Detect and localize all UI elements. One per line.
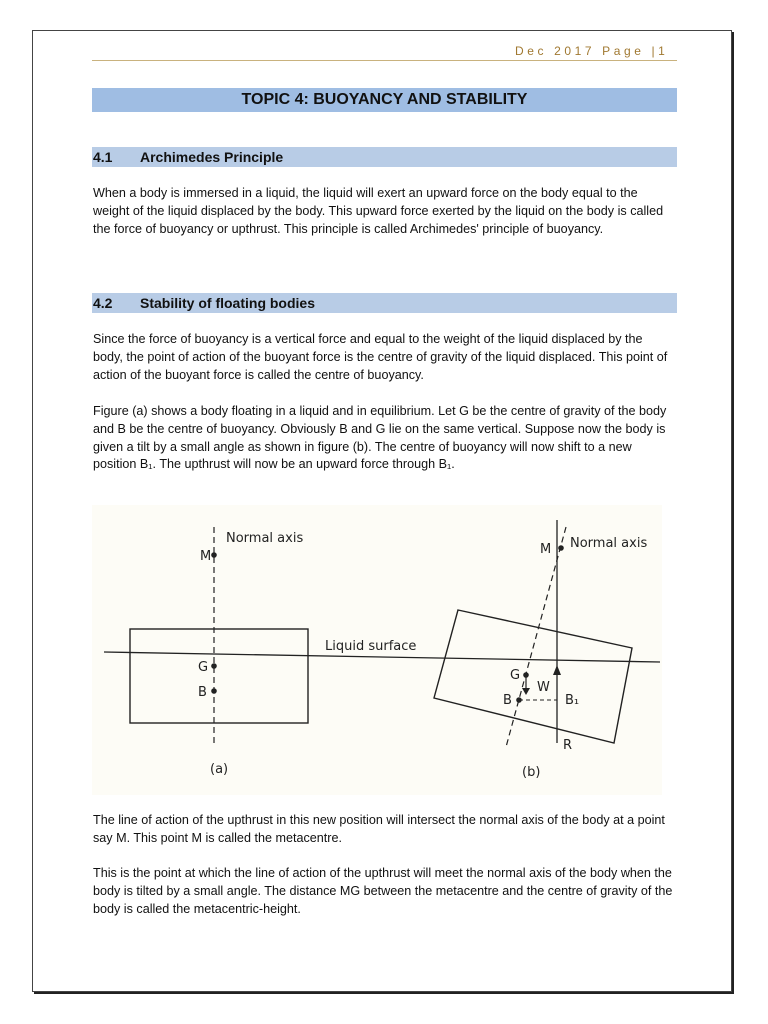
label-g-b: G [510, 668, 521, 683]
label-m-a: M [200, 549, 212, 564]
label-b-a: B [198, 685, 207, 700]
page-title: TOPIC 4: BUOYANCY AND STABILITY [92, 88, 677, 112]
paragraph-metacentric-height: This is the point at which the line of action of the upthrust will meet the normal axis of the body when the body is tilted by a small angle. The distance MG between the metacentre and the centre of gravity of the body is called the metacentric-height. [93, 866, 673, 916]
label-b1: B₁ [565, 693, 580, 708]
paragraph-metacentre: The line of action of the upthrust in this new position will intersect the normal axis of the body at a point say M. This point M is called the metacentre. [93, 813, 665, 845]
floating-body-a [130, 629, 308, 723]
paragraph-figure-description: Figure (a) shows a body floating in a liquid and in equilibrium. Let G be the centre of gravity of the body and B be the centre of buoyancy. Obviously B and G lie on the same vertical. Suppose now the body is given a tilt by a small angle as shown in figure (b). The centre of buoyancy will now shift to a new position B₁. The upthrust will now be an upward force through B₁. [93, 404, 667, 472]
buoyancy-figure [92, 505, 662, 795]
label-m-b: M [540, 542, 552, 557]
label-normal-axis-b: Normal axis [570, 536, 648, 551]
section-number: 4.1 [93, 149, 113, 165]
section-number: 4.2 [93, 295, 113, 311]
metacentre-point-a [211, 552, 217, 558]
weight-arrowhead [522, 688, 530, 695]
gravity-point-a [211, 663, 217, 669]
metacentre-point-b [558, 545, 564, 551]
label-w: W [537, 680, 550, 695]
section-title: Archimedes Principle [140, 149, 284, 165]
label-normal-axis-a: Normal axis [226, 531, 304, 546]
buoyancy-diagram [92, 505, 662, 795]
upthrust-arrowhead [553, 665, 561, 675]
buoyancy-point-a [211, 688, 217, 694]
section-heading-4-1 [92, 147, 677, 167]
section-heading-4-2 [92, 293, 677, 313]
page-header: Dec 2017 Page |1 [515, 44, 669, 58]
label-r: R [563, 738, 573, 753]
floating-body-b [434, 610, 632, 743]
caption-a: (a) [210, 762, 229, 777]
caption-b: (b) [522, 765, 541, 780]
header-rule [92, 60, 677, 61]
paragraph-archimedes: When a body is immersed in a liquid, the liquid will exert an upward force on the body equal to the weight of the liquid displaced by the body. This upward force exerted by the liquid on the body is called the force of buoyancy or upthrust. This principle is called Archimedes' principle of buoyancy. [93, 186, 664, 236]
label-g-a: G [198, 660, 209, 675]
paragraph-centre-of-buoyancy: Since the force of buoyancy is a vertical force and equal to the weight of the liquid displaced by the body, the point of action of the buoyant force is the centre of gravity of the liquid displaced. This point of action of the buoyant force is called the centre of buoyancy. [93, 332, 668, 382]
liquid-surface-label: Liquid surface [325, 639, 417, 654]
label-b-b: B [503, 693, 512, 708]
section-title: Stability of floating bodies [140, 295, 315, 311]
